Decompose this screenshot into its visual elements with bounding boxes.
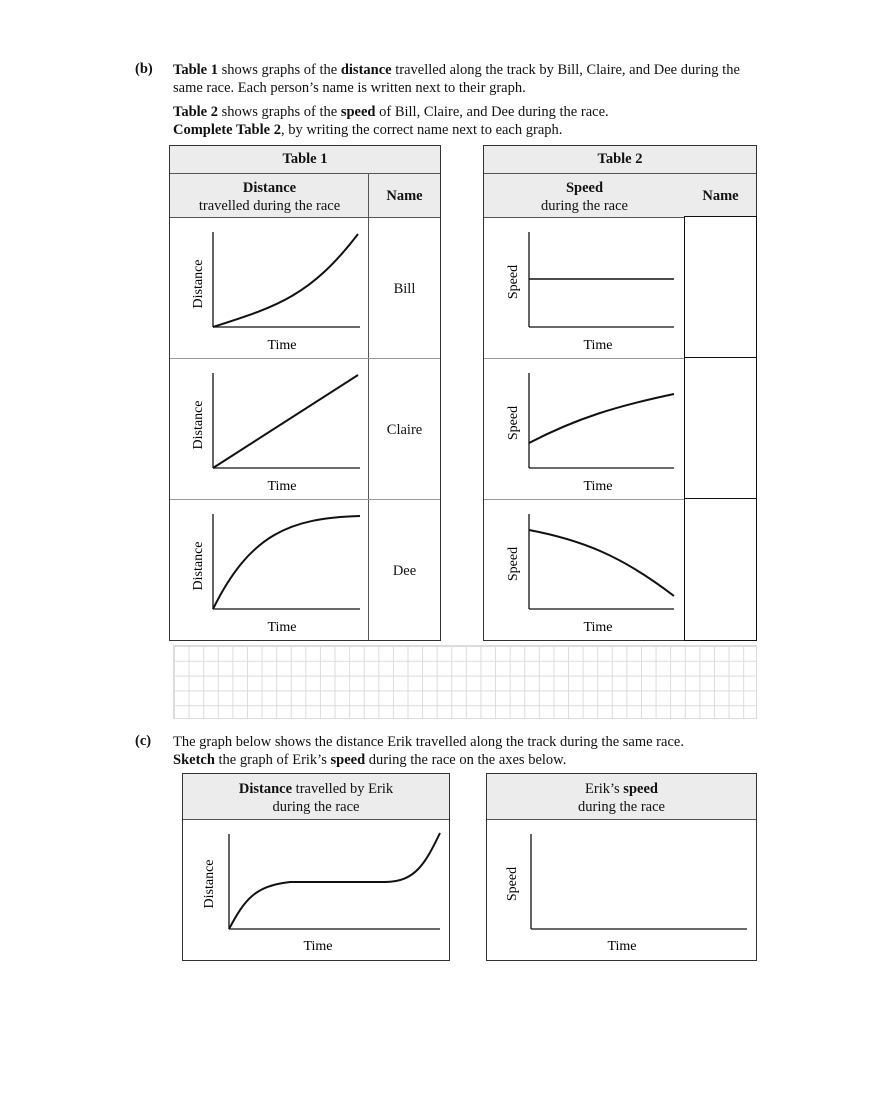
x-axis-label: Time: [267, 338, 297, 353]
erik-distance-curve: [229, 833, 440, 929]
distance-line-constant-speed: [213, 375, 358, 468]
x-axis-label: Time: [583, 338, 613, 353]
part-b-paragraph-1: Table 1 shows graphs of the distance travelled along the track by Bill, Claire, and Dee during the same race. Each person’s name is written next to their graph.: [173, 62, 740, 96]
table-1-col2-header: Name: [386, 188, 423, 204]
y-axis-label: Speed: [506, 405, 521, 441]
y-axis-label: Speed: [505, 866, 520, 902]
x-axis-label: Time: [583, 620, 613, 635]
graph-distance-claire: [180, 363, 370, 497]
distance-curve-accelerating: [213, 234, 358, 327]
table1-ref: Table 1: [173, 62, 218, 78]
answer-box-row-2[interactable]: [684, 357, 757, 500]
table-1-name-claire: Claire: [386, 422, 423, 438]
graph-distance-dee: [180, 504, 370, 638]
y-axis-label: Distance: [191, 259, 206, 309]
graph-speed-row-3: [497, 504, 682, 638]
part-c-line-1: The graph below shows the distance Erik travelled along the track during the same race.: [173, 734, 684, 750]
question-label-c: (c): [135, 733, 152, 749]
x-axis-label: Time: [267, 479, 297, 494]
table-1-name-bill: Bill: [393, 281, 416, 297]
question-label-b: (b): [135, 61, 153, 77]
x-axis-label: Time: [303, 939, 333, 954]
y-axis-label: Speed: [506, 264, 521, 300]
part-b-instruction: Complete Table 2, by writing the correct name next to each graph.: [173, 122, 563, 138]
erik-speed-title: Erik’s speed during the race: [487, 774, 756, 820]
y-axis-label: Speed: [506, 546, 521, 582]
table-2-col1-header: Speed during the race: [541, 180, 628, 214]
distance-curve-decelerating: [213, 516, 360, 609]
table-1-title: Table 1: [170, 146, 440, 174]
speed-curve-decreasing: [529, 530, 674, 596]
erik-distance-title: Distance travelled by Erik during the race: [183, 774, 449, 820]
answer-box-row-3[interactable]: [684, 498, 757, 641]
table-1-row-divider: [170, 358, 440, 359]
table-2-row-divider: [484, 358, 684, 359]
x-axis-label: Time: [607, 939, 637, 954]
table-2-title: Table 2: [484, 146, 756, 174]
part-b-paragraph-2: Table 2 shows graphs of the speed of Bill, Claire, and Dee during the race.: [173, 104, 609, 120]
speed-curve-increasing: [529, 394, 674, 443]
working-grid[interactable]: [173, 645, 757, 719]
table-1-name-dee: Dee: [392, 563, 417, 579]
table-1-row-divider: [170, 499, 440, 500]
y-axis-label: Distance: [191, 541, 206, 591]
table-1-col1-header: Distance travelled during the race: [198, 180, 341, 214]
graph-speed-row-2: [497, 363, 682, 497]
graph-speed-row-1: [497, 222, 682, 356]
graph-distance-bill: [180, 222, 370, 356]
y-axis-label: Distance: [191, 400, 206, 450]
table-2-row-divider: [484, 499, 684, 500]
x-axis-label: Time: [583, 479, 613, 494]
graph-erik-distance: [190, 824, 445, 956]
table-2-col2-header: Name: [702, 188, 739, 204]
part-c-line-2: Sketch the graph of Erik’s speed during the race on the axes below.: [173, 752, 567, 768]
x-axis-label: Time: [267, 620, 297, 635]
answer-box-row-1[interactable]: [684, 216, 757, 358]
y-axis-label: Distance: [202, 859, 217, 909]
graph-erik-speed-blank-axes[interactable]: [492, 824, 754, 956]
